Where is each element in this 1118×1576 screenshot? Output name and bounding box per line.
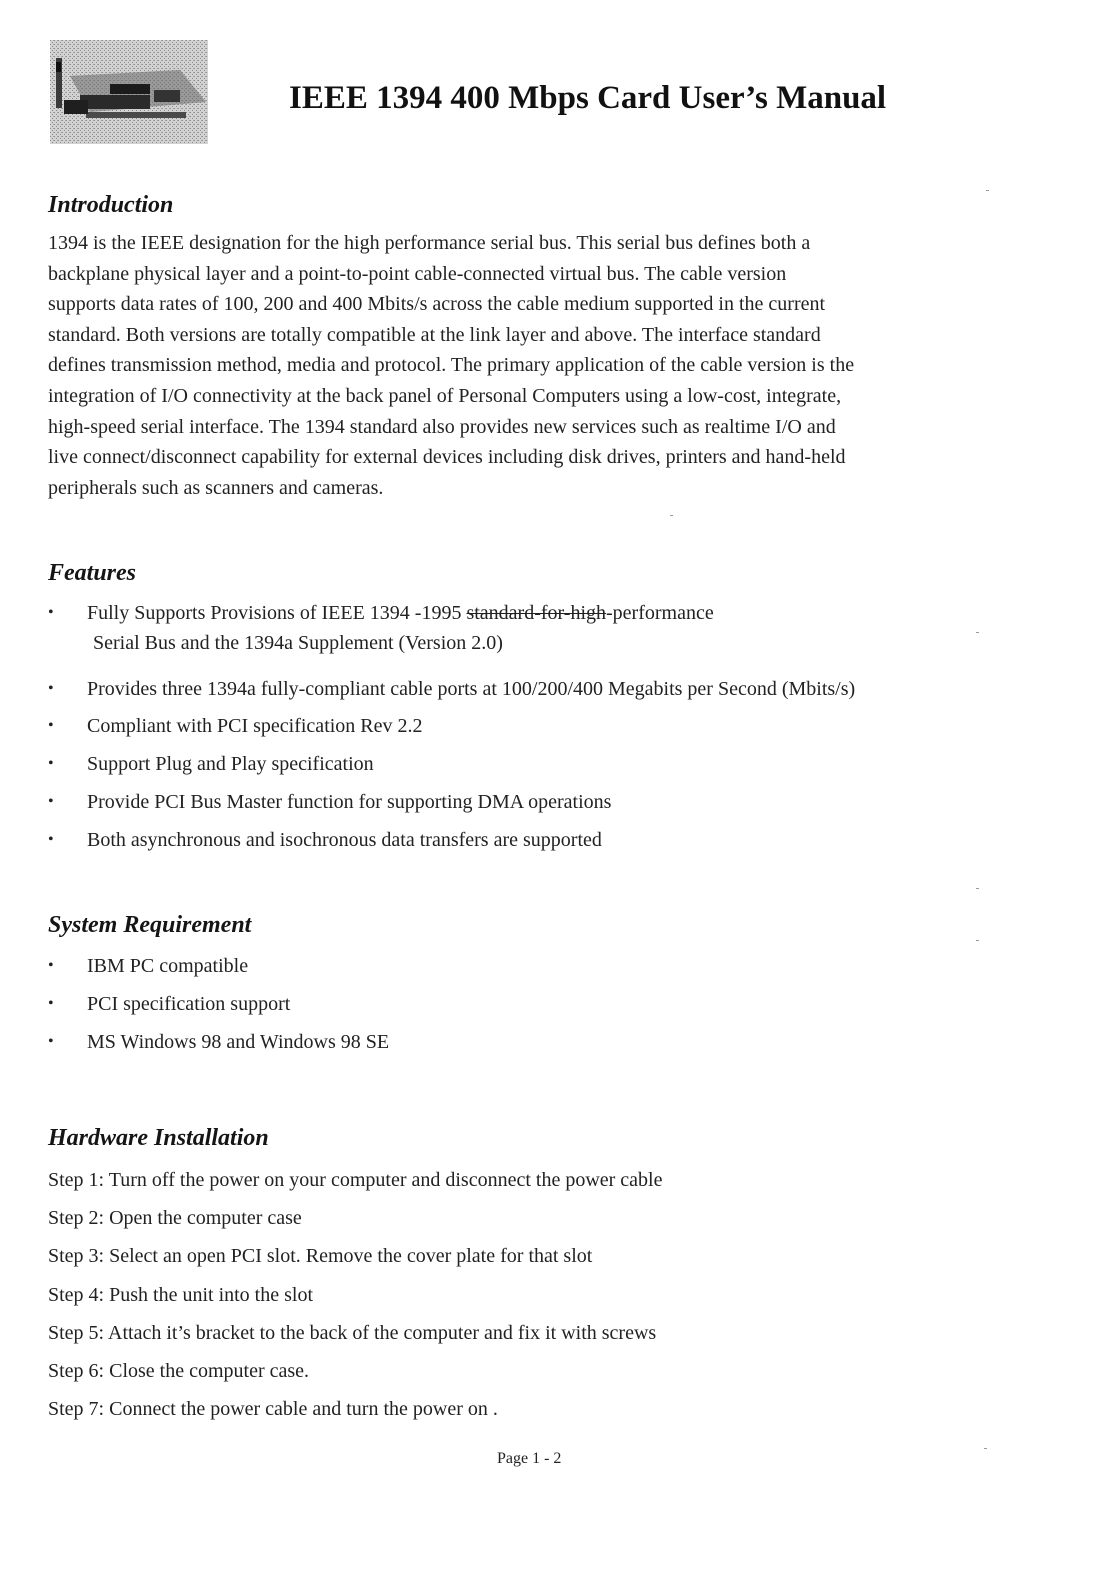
list-item (48, 951, 389, 989)
document-title: IEEE 1394 400 Mbps Card User’s Manual (289, 80, 887, 116)
hardware-installation-heading: Hardware Installation (48, 1125, 269, 1151)
system-requirement-heading: System Requirement (48, 912, 252, 938)
requirement-item-text: IBM PC compatible (87, 955, 249, 977)
pci-card-photo-icon (50, 40, 208, 144)
list-item (48, 825, 855, 863)
features-heading: Features (48, 560, 137, 586)
bullet-icon: • (48, 679, 54, 697)
introduction-heading: Introduction (48, 192, 174, 218)
introduction-line: live connect/disconnect capability for external devices including disk drives, printers and hand-held (48, 446, 846, 469)
scan-speck (976, 632, 979, 633)
introduction-line: standard. Both versions are totally compatible at the link layer and above. The interface standard (48, 323, 821, 346)
feature-text-part: -performance (606, 602, 714, 624)
step-item: Step 3: Select an open PCI slot. Remove the cover plate for that slot (48, 1245, 593, 1268)
introduction-line: 1394 is the IEEE designation for the high performance serial bus. This serial bus defines both a (48, 232, 811, 254)
feature-item-text: Provides three 1394a fully-compliant cable ports at 100/200/400 Megabits per Second (Mbits/s) (87, 677, 856, 700)
feature-item-text: Both asynchronous and isochronous data transfers are supported (87, 828, 602, 851)
step-item: Step 6: Close the computer case. (48, 1359, 310, 1382)
bullet-icon: • (48, 717, 54, 735)
scan-speck (984, 1448, 987, 1449)
feature-item-text: Support Plug and Play specification (87, 753, 374, 776)
introduction-paragraph (48, 228, 988, 503)
bullet-icon: • (48, 604, 54, 621)
bullet-icon: • (48, 792, 54, 810)
step-item: Step 2: Open the computer case (48, 1207, 302, 1230)
requirement-item-text: MS Windows 98 and Windows 98 SE (87, 1030, 390, 1053)
list-item (48, 1027, 389, 1065)
scan-speck (986, 190, 989, 191)
step-item: Step 7: Connect the power cable and turn the power on . (48, 1398, 498, 1421)
introduction-line: peripherals such as scanners and cameras. (48, 476, 384, 499)
introduction-line: backplane physical layer and a point-to-point cable-connected virtual bus. The cable version (48, 262, 787, 285)
bullet-icon: • (48, 957, 54, 974)
bullet-icon: • (48, 755, 54, 773)
list-item (48, 711, 855, 749)
system-requirement-list (48, 951, 389, 1064)
feature-item-text: Provide PCI Bus Master function for supporting DMA operations (87, 790, 612, 813)
step-item: Step 5: Attach it’s bracket to the back of the computer and fix it with screws (48, 1321, 657, 1344)
introduction-line: defines transmission method, media and protocol. The primary application of the cable version is the (48, 354, 855, 377)
scan-speck (976, 888, 979, 889)
bullet-icon: • (48, 830, 54, 848)
list-item (48, 674, 855, 712)
feature-item-continuation: Serial Bus and the 1394a Supplement (Version 2.0) (93, 632, 503, 654)
bullet-icon: • (48, 1032, 54, 1050)
feature-text-part: Fully Supports Provisions of IEEE 1394 -1995 (87, 602, 467, 624)
introduction-line: high-speed serial interface. The 1394 standard also provides new services such as realtime I/O and (48, 415, 836, 438)
introduction-line: supports data rates of 100, 200 and 400 Mbits/s across the cable medium supported in the current (48, 293, 826, 316)
step-item: Step 4: Push the unit into the slot (48, 1283, 314, 1306)
scan-speck (976, 940, 979, 941)
list-item (48, 989, 389, 1027)
bullet-icon: • (48, 994, 54, 1012)
features-list (48, 598, 855, 863)
feature-item-text: Compliant with PCI specification Rev 2.2 (87, 715, 423, 738)
step-item: Step 1: Turn off the power on your computer and disconnect the power cable (48, 1169, 663, 1191)
list-item (48, 598, 855, 674)
installation-steps-list (48, 1165, 663, 1432)
struck-text: standard-for-high (466, 602, 607, 624)
scan-speck (670, 515, 673, 516)
list-item (48, 749, 855, 787)
page-number: Page 1 - 2 (497, 1450, 562, 1467)
list-item (48, 787, 855, 825)
introduction-line: integration of I/O connectivity at the back panel of Personal Computers using a low-cost, integrate, (48, 384, 842, 407)
feature-item-text (87, 602, 714, 624)
requirement-item-text: PCI specification support (87, 992, 291, 1015)
